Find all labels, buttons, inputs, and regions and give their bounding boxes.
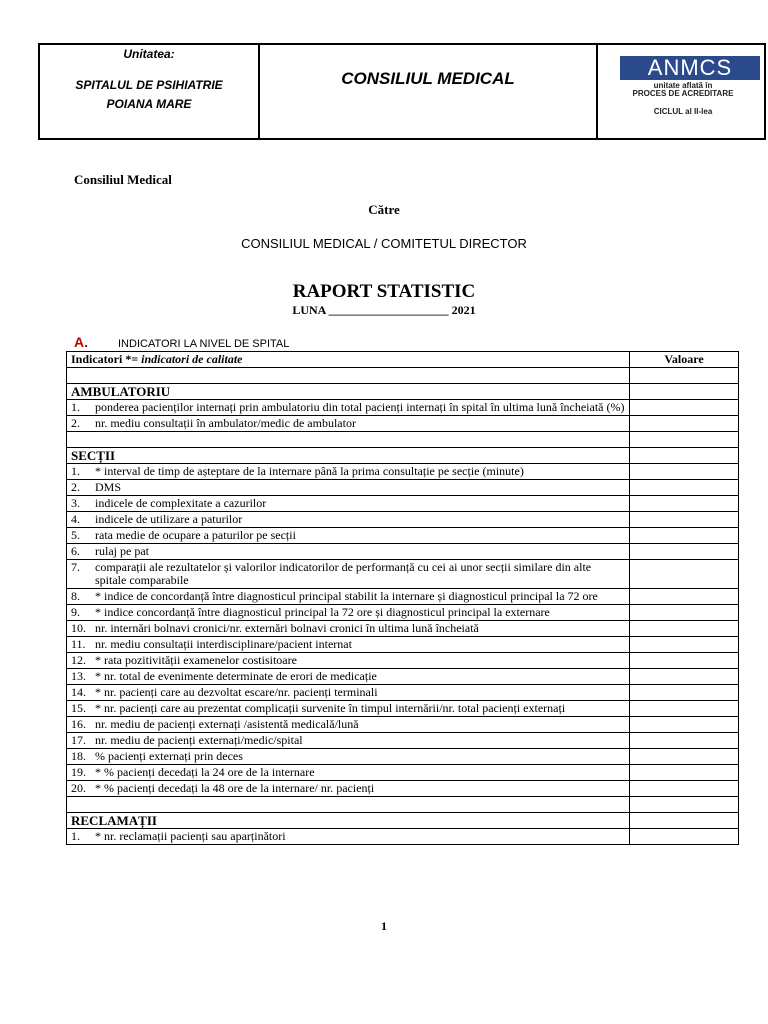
section-title-cell: AMBULATORIU xyxy=(67,384,630,400)
indicator-text: nr. mediu de pacienți externați /asistentă medicală/lună xyxy=(95,717,359,731)
indicator-row xyxy=(67,733,739,749)
spacer-value-cell[interactable] xyxy=(630,368,739,384)
indicator-value-cell[interactable] xyxy=(630,400,739,416)
indicator-value-cell[interactable] xyxy=(630,669,739,685)
indicator-text: * indice concordanță între diagnosticul principal la 72 ore și diagnosticul principal la externare xyxy=(95,605,550,619)
indicator-cell xyxy=(67,400,630,416)
indicator-row xyxy=(67,605,739,621)
indicator-item xyxy=(71,718,625,731)
indicator-item xyxy=(71,830,625,843)
report-title: RAPORT STATISTIC xyxy=(292,281,476,302)
indicator-value-cell[interactable] xyxy=(630,781,739,797)
indicator-row xyxy=(67,560,739,589)
indicator-cell xyxy=(67,749,630,765)
page-number: 1 xyxy=(381,919,387,933)
indicator-item xyxy=(71,513,625,526)
hospital-name-line1: SPITALUL DE PSIHIATRIE xyxy=(75,78,223,92)
anmcs-logo-line2: PROCES DE ACREDITARE xyxy=(632,89,734,98)
header-title: CONSILIUL MEDICAL xyxy=(260,45,598,138)
indicator-row xyxy=(67,637,739,653)
indicator-number: 5. xyxy=(71,528,80,542)
indicator-value-cell[interactable] xyxy=(630,496,739,512)
indicator-row xyxy=(67,669,739,685)
spacer-value-cell[interactable] xyxy=(630,797,739,813)
indicator-text: indicele de complexitate a cazurilor xyxy=(95,496,267,510)
indicator-value-cell[interactable] xyxy=(630,528,739,544)
indicator-text: * % pacienți decedați la 48 ore de la internare/ nr. pacienți xyxy=(95,781,375,795)
indicator-row xyxy=(67,416,739,432)
indicator-value-cell[interactable] xyxy=(630,560,739,589)
spacer-cell xyxy=(67,432,630,448)
indicator-text: rata medie de ocupare a paturilor pe secții xyxy=(95,528,296,542)
unit-cell xyxy=(40,45,260,138)
indicator-cell xyxy=(67,685,630,701)
indicator-number: 19. xyxy=(71,765,86,779)
indicator-row xyxy=(67,781,739,797)
indicator-number: 1. xyxy=(71,829,80,843)
anmcs-logo-line1: unitate aflată în xyxy=(653,81,713,90)
indicator-text: nr. mediu consultații interdisciplinare/pacient internat xyxy=(95,637,352,651)
indicator-text: * interval de timp de așteptare de la internare până la prima consultație pe secție (minute) xyxy=(95,464,524,478)
spacer-row xyxy=(67,432,739,448)
section-value-cell[interactable] xyxy=(630,384,739,400)
indicator-item xyxy=(71,654,625,667)
indicator-row xyxy=(67,496,739,512)
indicator-cell xyxy=(67,528,630,544)
indicator-value-cell[interactable] xyxy=(630,749,739,765)
indicator-text: nr. mediu de pacienți externați/medic/spital xyxy=(95,733,303,747)
section-row xyxy=(67,384,739,400)
section-title-cell: RECLAMAȚII xyxy=(67,813,630,829)
indicator-text: DMS xyxy=(95,480,122,494)
indicator-cell xyxy=(67,765,630,781)
indicator-row xyxy=(67,512,739,528)
indicator-cell xyxy=(67,717,630,733)
indicator-value-cell[interactable] xyxy=(630,701,739,717)
month-line: LUNA ____________________ 2021 xyxy=(292,303,476,317)
indicator-item xyxy=(71,561,625,587)
indicator-value-cell[interactable] xyxy=(630,605,739,621)
indicator-cell xyxy=(67,621,630,637)
indicator-row xyxy=(67,685,739,701)
indicator-item xyxy=(71,529,625,542)
indicator-row xyxy=(67,749,739,765)
indicator-text: * nr. pacienți care au prezentat complicații survenite în timpul internării/nr. total pacienți externați xyxy=(95,701,566,715)
indicator-number: 1. xyxy=(71,400,80,414)
section-row xyxy=(67,813,739,829)
indicator-value-cell[interactable] xyxy=(630,637,739,653)
indicator-row xyxy=(67,400,739,416)
indicator-row xyxy=(67,544,739,560)
indicator-text: indicele de utilizare a paturilor xyxy=(95,512,243,526)
indicator-item xyxy=(71,401,625,414)
hospital-name-line2: POIANA MARE xyxy=(106,97,192,111)
indicator-item xyxy=(71,497,625,510)
indicator-cell xyxy=(67,701,630,717)
indicator-number: 16. xyxy=(71,717,86,731)
indicator-cell xyxy=(67,464,630,480)
logo-cell xyxy=(598,45,764,138)
section-title-cell: SECȚII xyxy=(67,448,630,464)
indicator-number: 15. xyxy=(71,701,86,715)
indicator-number: 17. xyxy=(71,733,86,747)
anmcs-logo xyxy=(610,52,756,116)
indicator-cell xyxy=(67,605,630,621)
indicator-value-cell[interactable] xyxy=(630,621,739,637)
indicator-row xyxy=(67,480,739,496)
section-value-cell[interactable] xyxy=(630,448,739,464)
indicator-text: * % pacienți decedați la 24 ore de la internare xyxy=(95,765,315,779)
indicator-cell xyxy=(67,416,630,432)
indicator-cell xyxy=(67,512,630,528)
indicator-text: * rata pozitivității examenelor costisitoare xyxy=(95,653,297,667)
indicator-row xyxy=(67,589,739,605)
indicator-item xyxy=(71,702,625,715)
value-header-cell: Valoare xyxy=(630,352,739,368)
indicators-header-note: indicatori de calitate xyxy=(141,352,243,366)
section-title: INDICATORI LA NIVEL DE SPITAL xyxy=(118,338,290,350)
indicator-text: nr. internări bolnavi cronici/nr. externări bolnavi cronici în ultima lună încheiată xyxy=(95,621,479,635)
anmcs-logo-brand: ANMCS xyxy=(620,56,760,80)
indicator-value-cell[interactable] xyxy=(630,829,739,845)
indicator-number: 2. xyxy=(71,416,80,430)
indicator-item xyxy=(71,750,625,763)
indicator-cell xyxy=(67,637,630,653)
indicator-number: 6. xyxy=(71,544,80,558)
unit-label: Unitatea: xyxy=(123,47,175,61)
indicator-number: 20. xyxy=(71,781,86,795)
indicator-item xyxy=(71,590,625,603)
indicator-item xyxy=(71,606,625,619)
indicator-value-cell[interactable] xyxy=(630,544,739,560)
section-row xyxy=(67,448,739,464)
indicator-value-cell[interactable] xyxy=(630,464,739,480)
indicator-number: 11. xyxy=(71,637,86,651)
indicators-table xyxy=(66,351,739,845)
indicator-item xyxy=(71,782,625,795)
indicator-number: 2. xyxy=(71,480,80,494)
to-label: Către xyxy=(368,202,400,217)
indicator-item xyxy=(71,766,625,779)
indicator-item xyxy=(71,622,625,635)
indicator-number: 8. xyxy=(71,589,80,603)
header-box xyxy=(38,43,766,140)
indicator-value-cell[interactable] xyxy=(630,416,739,432)
indicator-number: 7. xyxy=(71,560,80,574)
indicator-cell xyxy=(67,480,630,496)
indicator-item xyxy=(71,417,625,430)
indicator-text: rulaj pe pat xyxy=(95,544,149,558)
indicator-value-cell[interactable] xyxy=(630,480,739,496)
indicator-number: 4. xyxy=(71,512,80,526)
spacer-row xyxy=(67,797,739,813)
indicator-value-cell[interactable] xyxy=(630,685,739,701)
indicator-row xyxy=(67,528,739,544)
indicator-cell xyxy=(67,496,630,512)
indicator-item xyxy=(71,734,625,747)
indicator-row xyxy=(67,464,739,480)
indicator-cell xyxy=(67,733,630,749)
indicator-value-cell[interactable] xyxy=(630,589,739,605)
indicator-value-cell[interactable] xyxy=(630,717,739,733)
indicator-number: 3. xyxy=(71,496,80,510)
section-letter: A. xyxy=(74,334,88,350)
spacer-cell xyxy=(67,368,630,384)
indicator-cell xyxy=(67,589,630,605)
indicator-item xyxy=(71,638,625,651)
indicator-text: % pacienți externați prin deces xyxy=(95,749,243,763)
indicator-value-cell[interactable] xyxy=(630,512,739,528)
indicator-item xyxy=(71,545,625,558)
indicator-row xyxy=(67,765,739,781)
indicator-row xyxy=(67,829,739,845)
indicator-text: * nr. total de evenimente determinate de erori de medicație xyxy=(95,669,377,683)
indicator-value-cell[interactable] xyxy=(630,653,739,669)
indicator-row xyxy=(67,717,739,733)
indicator-row xyxy=(67,701,739,717)
indicator-value-cell[interactable] xyxy=(630,765,739,781)
indicator-text: nr. mediu consultații în ambulator/medic de ambulator xyxy=(95,416,356,430)
indicator-item xyxy=(71,481,625,494)
indicator-item xyxy=(71,670,625,683)
spacer-row xyxy=(67,368,739,384)
indicator-number: 18. xyxy=(71,749,86,763)
indicator-number: 1. xyxy=(71,464,80,478)
indicator-row xyxy=(67,621,739,637)
indicator-number: 10. xyxy=(71,621,86,635)
indicator-number: 13. xyxy=(71,669,86,683)
indicator-cell xyxy=(67,781,630,797)
indicator-number: 14. xyxy=(71,685,86,699)
indicator-cell xyxy=(67,544,630,560)
indicators-header-prefix: Indicatori *= xyxy=(71,352,142,366)
indicator-cell xyxy=(67,653,630,669)
indicator-item xyxy=(71,686,625,699)
section-value-cell[interactable] xyxy=(630,813,739,829)
indicator-value-cell[interactable] xyxy=(630,733,739,749)
indicator-text: * indice de concordanță între diagnosticul principal stabilit la internare și diagnosticul principal la 72 ore xyxy=(95,589,598,603)
spacer-cell xyxy=(67,797,630,813)
indicator-text: * nr. reclamații pacienți sau aparținători xyxy=(95,829,286,843)
indicator-text: comparații ale rezultatelor și valorilor indicatorilor de performanță cu cei ai unor secții similare din alte spitale comparabile xyxy=(95,560,592,587)
indicator-cell xyxy=(67,829,630,845)
indicators-header-cell xyxy=(67,352,630,368)
table-header-row xyxy=(67,352,739,368)
indicator-number: 12. xyxy=(71,653,86,667)
indicator-text: * nr. pacienți care au dezvoltat escare/nr. pacienți terminali xyxy=(95,685,378,699)
anmcs-logo-line3: CICLUL al II-lea xyxy=(653,107,713,116)
indicator-number: 9. xyxy=(71,605,80,619)
recipients: CONSILIUL MEDICAL / COMITETUL DIRECTOR xyxy=(241,236,527,251)
indicator-cell xyxy=(67,669,630,685)
indicator-row xyxy=(67,653,739,669)
indicator-cell xyxy=(67,560,630,589)
spacer-value-cell[interactable] xyxy=(630,432,739,448)
indicator-text: ponderea pacienților internați prin ambulatoriu din total pacienți internați în spital în ultima lună încheiată (%) xyxy=(95,400,625,414)
section-heading xyxy=(74,334,289,350)
sender-label: Consiliul Medical xyxy=(74,172,172,187)
indicator-item xyxy=(71,465,625,478)
